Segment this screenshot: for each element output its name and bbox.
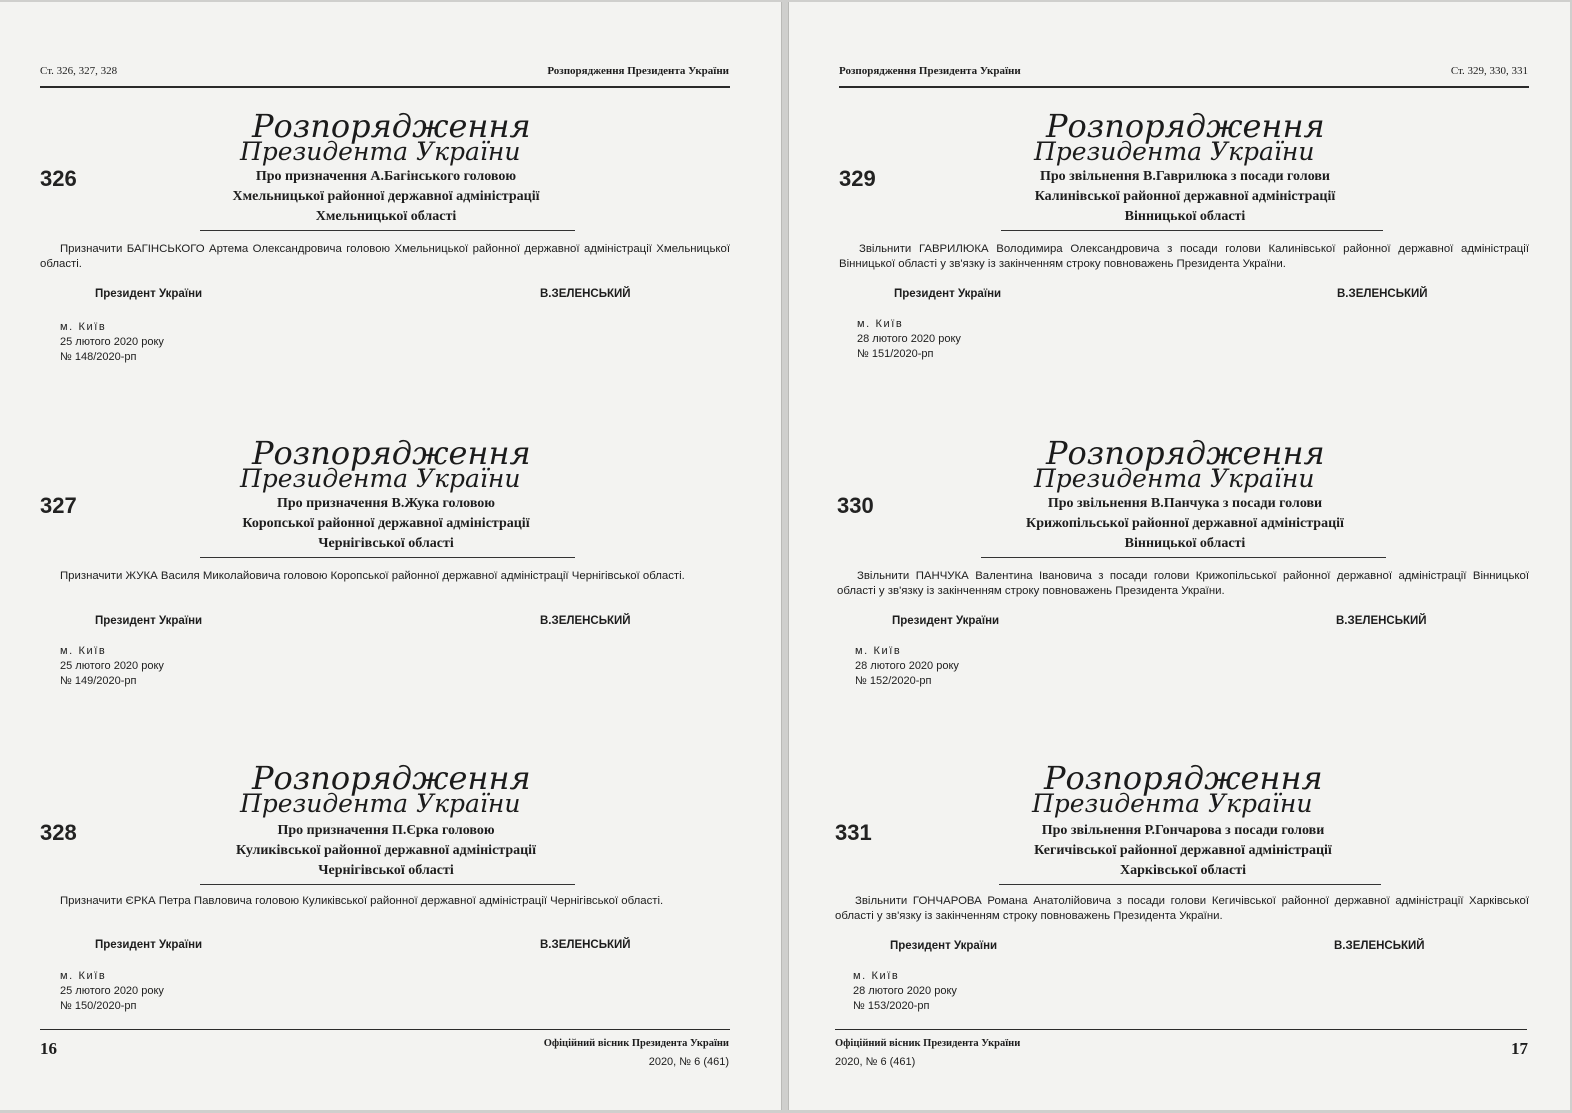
header-section-title: Розпорядження Президента України [547, 65, 729, 77]
decree-heading: Розпорядження [252, 759, 531, 797]
decree-heading-sub: Президента України [1034, 137, 1315, 166]
decree-date: 28 лютого 2020 року [857, 333, 961, 345]
header-section-title: Розпорядження Президента України [839, 65, 1021, 77]
decree-330 [789, 429, 1571, 759]
decree-title-line: Харківської області [1120, 863, 1246, 878]
signature-name: В.ЗЕЛЕНСЬКИЙ [1336, 615, 1427, 627]
decree-city: м. Київ [857, 318, 904, 330]
decree-body: Звільнити ГАВРИЛЮКА Володимира Олександровича з посади голови Калинівської районної державної адміністрації Вінницької області у зв'язку із закінченням строку повноважень Президента України. [839, 243, 1529, 270]
decree-place-date [853, 969, 957, 1014]
decree-heading-sub: Президента України [1034, 464, 1315, 493]
decree-title-line: Вінницької області [1124, 209, 1246, 224]
decree-date: 25 лютого 2020 року [60, 660, 164, 672]
decree-number: 331 [835, 820, 872, 845]
page-number: 17 [1511, 1039, 1528, 1058]
decree-city: м. Київ [855, 645, 902, 657]
title-underline [981, 557, 1386, 558]
decree-title-line: Чернігівської області [318, 863, 454, 878]
decree-title-line: Про звільнення В.Панчука з посади голови [1047, 496, 1323, 511]
signature-role: Президент України [890, 940, 998, 952]
page-number: 16 [40, 1039, 57, 1058]
decree-heading: Розпорядження [252, 434, 531, 472]
decree-heading-sub: Президента України [240, 137, 521, 166]
signature-role: Президент України [95, 288, 203, 300]
decree-number: 330 [837, 493, 874, 518]
signature-name: В.ЗЕЛЕНСЬКИЙ [540, 615, 631, 627]
decree-heading: Розпорядження [1044, 759, 1323, 797]
header-rule [839, 86, 1529, 88]
decree-title-line: Про звільнення В.Гаврилюка з посади голови [1039, 169, 1330, 184]
decree-title-line: Вінницької області [1124, 536, 1246, 551]
signature-name: В.ЗЕЛЕНСЬКИЙ [1334, 940, 1425, 952]
decree-body: Призначити ЄРКА Петра Павловича головою Куликівської районної державної адміністрації Чернігівської області. [60, 895, 664, 907]
decree-date: 28 лютого 2020 року [855, 660, 959, 672]
decree-title-line: Крижопільської районної державної адміністрації [1026, 516, 1344, 531]
decree-place-date [857, 317, 961, 362]
decree-body: Звільнити ПАНЧУКА Валентина Івановича з посади голови Крижопільської районної державної адміністрації Вінницької області у зв'язку із закінченням строку повноважень Президента України. [837, 570, 1529, 597]
decree-number: 329 [839, 166, 876, 191]
decree-reg-number: № 152/2020-рп [855, 675, 932, 687]
footer-issue: 2020, № 6 (461) [648, 1056, 729, 1068]
decree-title-line: Про призначення В.Жука головою [276, 496, 495, 511]
decree-body: Призначити ЖУКА Василя Миколайовича головою Коропської районної державної адміністрації Чернігівської області. [60, 570, 685, 582]
decree-title-line: Хмельницької області [315, 209, 457, 224]
decree-reg-number: № 149/2020-рп [60, 675, 137, 687]
header-article-range: Ст. 329, 330, 331 [1450, 65, 1528, 77]
decree-date: 28 лютого 2020 року [853, 985, 957, 997]
decree-heading-sub: Президента України [240, 464, 521, 493]
signature-name: В.ЗЕЛЕНСЬКИЙ [540, 939, 631, 951]
footer-publication-title: Офіційний вісник Президента України [835, 1038, 1021, 1049]
title-underline [200, 230, 575, 231]
header-article-range: Ст. 326, 327, 328 [40, 65, 118, 77]
decree-place-date [855, 644, 959, 689]
decree-place-date [60, 644, 164, 689]
decree-title-line: Куликівської районної державної адміністрації [236, 843, 536, 858]
decree-heading-sub: Президента України [240, 789, 521, 818]
decree-title-line: Чернігівської області [318, 536, 454, 551]
decree-body: Звільнити ГОНЧАРОВА Романа Анатолійовича з посади голови Кегичівської районної державної адміністрації Харківської області у зв'язку із закінченням строку повноважень Президента України. [835, 895, 1529, 922]
decree-heading: Розпорядження [252, 107, 531, 145]
decree-title-line: Про призначення П.Єрка головою [277, 823, 495, 838]
decree-331 [789, 754, 1571, 1084]
title-underline [200, 884, 575, 885]
decree-place-date [60, 320, 164, 365]
decree-number: 327 [40, 493, 77, 518]
signature-name: В.ЗЕЛЕНСЬКИЙ [540, 288, 631, 300]
decree-reg-number: № 151/2020-рп [857, 348, 934, 360]
decree-city: м. Київ [60, 321, 107, 333]
decree-city: м. Київ [853, 970, 900, 982]
right-page [788, 2, 1570, 1110]
decree-title-line: Про звільнення Р.Гончарова з посади голови [1041, 823, 1325, 838]
decree-number: 328 [40, 820, 77, 845]
title-underline [999, 884, 1381, 885]
decree-date: 25 лютого 2020 року [60, 336, 164, 348]
decree-329 [789, 102, 1571, 432]
decree-number: 326 [40, 166, 77, 191]
decree-reg-number: № 150/2020-рп [60, 1000, 137, 1012]
decree-city: м. Київ [60, 970, 107, 982]
footer-rule [835, 1029, 1527, 1030]
decree-city: м. Київ [60, 645, 107, 657]
decree-title-line: Калинівської районної державної адміністрації [1034, 189, 1336, 204]
decree-title-line: Коропської районної державної адміністрації [242, 516, 530, 531]
title-underline [200, 557, 575, 558]
footer-publication-title: Офіційний вісник Президента України [543, 1038, 729, 1049]
signature-name: В.ЗЕЛЕНСЬКИЙ [1337, 288, 1428, 300]
header-rule [40, 86, 730, 88]
decree-date: 25 лютого 2020 року [60, 985, 164, 997]
signature-role: Президент України [894, 288, 1002, 300]
footer-rule [40, 1029, 730, 1030]
decree-body: Призначити БАГІНСЬКОГО Артема Олександровича головою Хмельницької районної державної адміністрації Хмельницької області. [40, 243, 730, 270]
decree-328 [0, 754, 782, 1084]
title-underline [1001, 230, 1383, 231]
decree-title-line: Про призначення А.Багінського головою [255, 169, 517, 184]
signature-role: Президент України [95, 615, 203, 627]
decree-reg-number: № 153/2020-рп [853, 1000, 930, 1012]
decree-heading: Розпорядження [1046, 434, 1325, 472]
decree-title-line: Хмельницької районної державної адміністрації [232, 189, 540, 204]
decree-title-line: Кегичівської районної державної адміністрації [1034, 843, 1332, 858]
signature-role: Президент України [892, 615, 1000, 627]
footer-issue: 2020, № 6 (461) [835, 1056, 916, 1068]
signature-role: Президент України [95, 939, 203, 951]
decree-327 [0, 429, 782, 759]
decree-reg-number: № 148/2020-рп [60, 351, 137, 363]
decree-place-date [60, 969, 164, 1014]
left-page [0, 2, 782, 1110]
decree-326 [0, 102, 782, 432]
decree-heading-sub: Президента України [1032, 789, 1313, 818]
decree-heading: Розпорядження [1046, 107, 1325, 145]
